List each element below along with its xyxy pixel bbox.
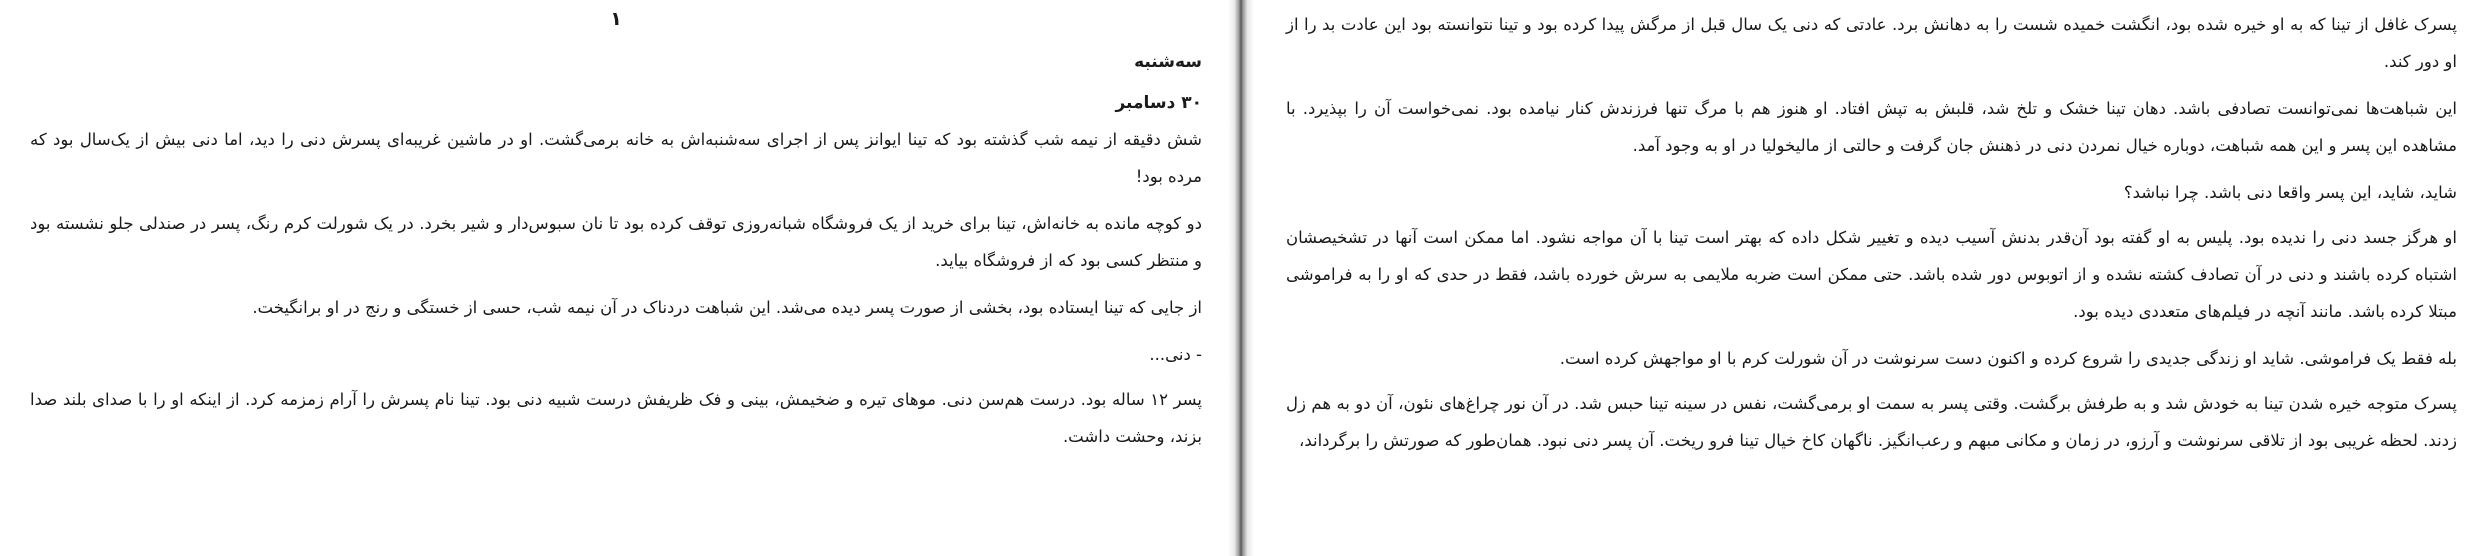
paragraph: پسر ۱۲ ساله بود. درست هم‌سن دنی. موهای تیره و ضخیمش، بینی و فک ظریفش درست شبیه دنی بود. تینا نام پسرش را آرام زمزمه کرد. از اینکه او را با صدای بلند صدا بزند، وحشت داشت.: [30, 390, 1202, 446]
book-gutter: [1228, 0, 1254, 556]
paragraph: پسرک متوجه خیره شدن تینا به خودش شد و به طرفش برگشت. وقتی پسر به سمت او برمی‌گشت، نفس در سینه تینا حبس شد. در آن نور چراغ‌های نئون، آن دو به هم زل زدند. لحظه غریبی بود از تلاقی سرنوشت و آرزو، در زمان و مکانی مبهم و رعب‌انگیز. ناگهان کاخ خیال تینا فرو ریخت. آن پسر دنی نبود. همان‌طور که صورتش را برگرداند،: [1286, 394, 2457, 450]
paragraph: شش دقیقه از نیمه شب گذشته بود که تینا ایوانز پس از اجرای سه‌شنبه‌اش به خانه برمی‌گشت. او در ماشین غریبه‌ای پسرش دنی را دید، اما دنی بیش از یک‌سال بود که مرده بود!: [30, 130, 1202, 186]
page-number: ۱: [610, 8, 622, 30]
paragraph: پسرک غافل از تینا که به او خیره شده بود، انگشت خمیده شست را به دهانش برد. عادتی که دنی یک سال قبل از مرگش پیدا کرده بود و تینا نتوانسته بود این عادت بد را از او دور کند.: [1286, 15, 2457, 71]
chapter-day: سه‌شنبه: [1134, 52, 1202, 72]
paragraph: او هرگز جسد دنی را ندیده بود. پلیس به او گفته بود آن‌قدر بدنش آسیب دیده و تغییر شکل داده که بهتر است تینا با آن مواجه نشود. اما ممکن است آنها در تشخیصشان اشتباه کرده باشند و دنی در آن تصادف کشته نشده و از اتوبوس دور شده باشد. حتی ممکن است ضربه ملایمی به سرش خورده باشد، فقط در حدی که او را به فراموشی مبتلا کرده باشد. مانند آنچه در فیلم‌های متعددی دیده بود.: [1286, 228, 2457, 321]
right-page: [1254, 0, 2487, 556]
paragraph: بله فقط یک فراموشی. شاید او زندگی جدیدی را شروع کرده و اکنون دست سرنوشت در آن شورلت کرم با او مواجهش کرده است.: [1559, 349, 2457, 368]
chapter-date: ۳۰ دسامبر: [1115, 93, 1202, 113]
paragraph: شاید، شاید، این پسر واقعا دنی باشد. چرا نباشد؟: [2123, 183, 2457, 202]
left-page: [0, 0, 1228, 556]
paragraph: از جایی که تینا ایستاده بود، بخشی از صورت پسر دیده می‌شد. این شباهت دردناک در آن نیمه شب، حسی از خستگی و رنج در او برانگیخت.: [252, 298, 1202, 317]
paragraph: دو کوچه مانده به خانه‌اش، تینا برای خرید از یک فروشگاه شبانه‌روزی توقف کرده بود تا نان سبوس‌دار و شیر بخرد. در یک شورلت کرم رنگ، پسر در صندلی جلو نشسته بود و منتظر کسی بود که از فروشگاه بیاید.: [30, 214, 1202, 270]
paragraph: این شباهت‌ها نمی‌توانست تصادفی باشد. دهان تینا خشک و تلخ شد، قلبش به تپش افتاد. او هنوز هم با مرگ تنها فرزندش کنار نیامده بود. نمی‌خواست آن را بپذیرد. با مشاهده این پسر و این همه شباهت، دوباره خیال نمردن دنی در ذهنش جان گرفت و حالتی از مالیخولیا در او به وجود آمد.: [1286, 99, 2457, 155]
paragraph-dialogue: - دنی...: [1149, 345, 1202, 364]
